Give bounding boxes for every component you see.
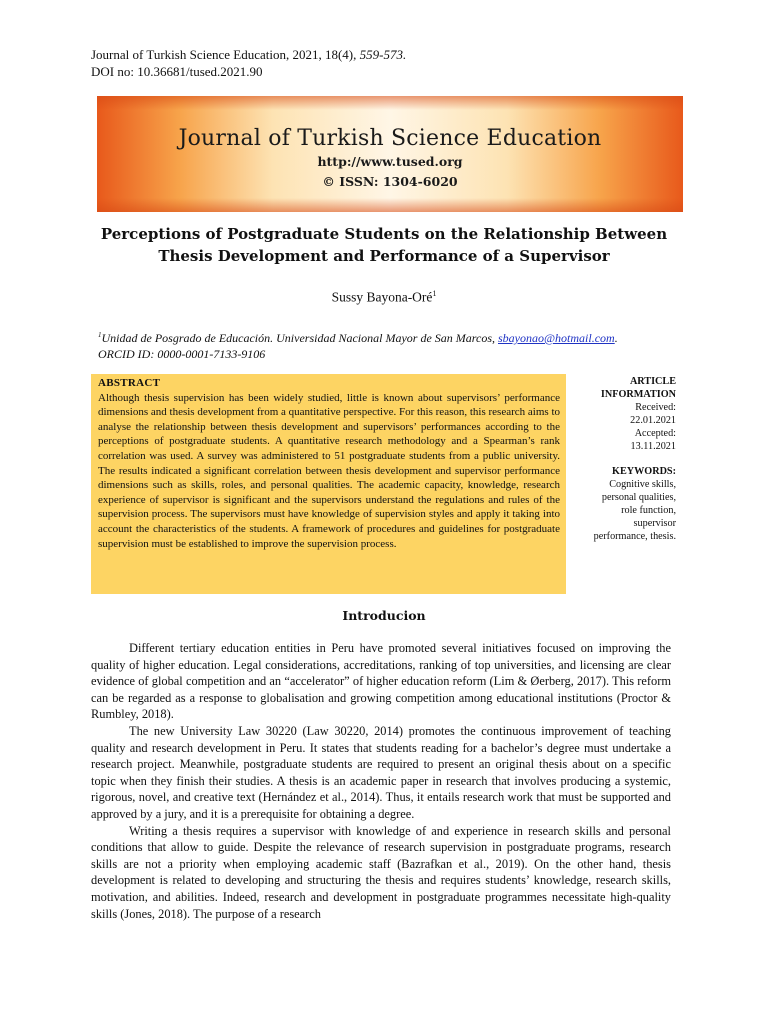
received-date: 22.01.2021 [630,415,676,426]
citation-line [91,46,406,63]
accepted-date: 13.11.2021 [630,441,676,452]
doi-line: DOI no: 10.36681/tused.2021.90 [91,64,263,79]
keyword-line: personal qualities, [601,492,676,503]
keyword-line: performance, thesis. [593,531,676,542]
author-email-link[interactable]: sbayonao@hotmail.com [498,331,615,345]
banner-url: http://www.tused.org [317,154,463,169]
paper-title-line-2: Thesis Development and Performance of a Supervisor [158,247,610,265]
author-name [91,289,677,306]
paragraph: The new University Law 30220 (Law 30220, 2014) promotes the continuous improvement of teaching quality and research development in Peru. It states that students reading for a bachelor’s degree must undertake a research project. Meanwhile, postgraduate students are required to present an original thesis about on a specific topic when they finish their studies. A thesis is an academic paper in research that involves producing a systemic, rigorous, novel, and creative text (Hernández et al., 2014). Thus, it entails research work that must be supported and approved by a jury, and it is a prerequisite for obtaining a degree. [91,723,671,821]
affiliation-mark: 1 [98,331,102,339]
article-information [582,375,676,543]
paragraph: Writing a thesis requires a supervisor with knowledge of and experience in research skills and personal conditions that allow to guide. Despite the relevance of research supervision in postgraduate programs, research skills are not a priority when employing academic staff (Bazrafkan et al., 2019). On the other hand, thesis development is related to developing and structuring the thesis and requires students’ knowledge, research skills, motivation, and abilities. Indeed, research and development in postgraduate programmes necessitate high-quality skills (Jones, 2018). The purpose of a research [91,823,671,921]
journal-reference [91,46,406,80]
affiliation-text: Unidad de Posgrado de Educación. Universidad Nacional Mayor de San Marcos, [101,331,498,345]
article-info-heading-1: ARTICLE [629,376,676,387]
citation-pages: 559-573. [359,47,407,62]
introduction-body [91,640,671,922]
abstract-heading: ABSTRACT [98,377,161,389]
affiliation-line [98,327,678,346]
paper-title-line-1: Perceptions of Postgraduate Students on the Relationship Between [100,225,668,243]
paragraph: Different tertiary education entities in Peru have promoted several initiatives focused on improving the quality of higher education. Legal considerations, accreditations, ranking of top universities, and licensing are clear evidence of global competition and an “accelerator” of higher education reform (Lim & Øerberg, 2017). This reform can be regarded as a response to globalisation and growing competition among educational institutions (Proctor & Rumbley, 2018). [91,641,671,722]
keywords-label: KEYWORDS: [612,466,676,477]
affiliation-end: . [614,331,618,345]
keyword-line: supervisor [633,518,676,529]
info-spacer [582,453,676,465]
keyword-line: Cognitive skills, [609,479,676,490]
abstract-text: Although thesis supervision has been widely studied, little is known about supervisors’ performance dimensions and thesis development from a quantitative perspective. For this reason, this research aims to analyse the relationship between thesis development and supervisors’ performances according to the perceptions of postgraduate students. A quantitative research methodology and a Spearman’s rank correlation was used. A survey was administered to 51 postgraduate students from a public university. The results indicated a significant correlation between thesis development and supervisor performance dimensions such as skills, roles, and personal qualities. The academic capacity, knowledge, research experience of supervisor is significant and the supervisors understand the regulations and rules of the supervision process. The supervisors must have knowledge of supervision styles and apply it taking into account the characteristics of the students. A framework of procedures and guidelines for postgraduate supervision must be established to improve the supervision process. [98,391,560,550]
author-text: Sussy Bayona-Oré [331,289,433,305]
author-affiliation [98,327,678,362]
orcid-line: ORCID ID: 0000-0001-7133-9106 [98,347,266,361]
accepted-label: Accepted: [634,428,676,439]
article-info-heading-2: INFORMATION [600,389,676,400]
journal-banner [97,96,683,212]
citation-text: Journal of Turkish Science Education, 2021, 18(4), [91,47,360,62]
paper-title [91,223,677,267]
author-mark: 1 [432,289,437,298]
section-heading-introduction: Introducion [342,608,426,623]
banner-title: Journal of Turkish Science Education [178,126,602,151]
banner-issn: © ISSN: 1304-6020 [322,174,458,189]
abstract-box [91,374,566,594]
received-label: Received: [635,402,676,413]
keyword-line: role function, [621,505,676,516]
